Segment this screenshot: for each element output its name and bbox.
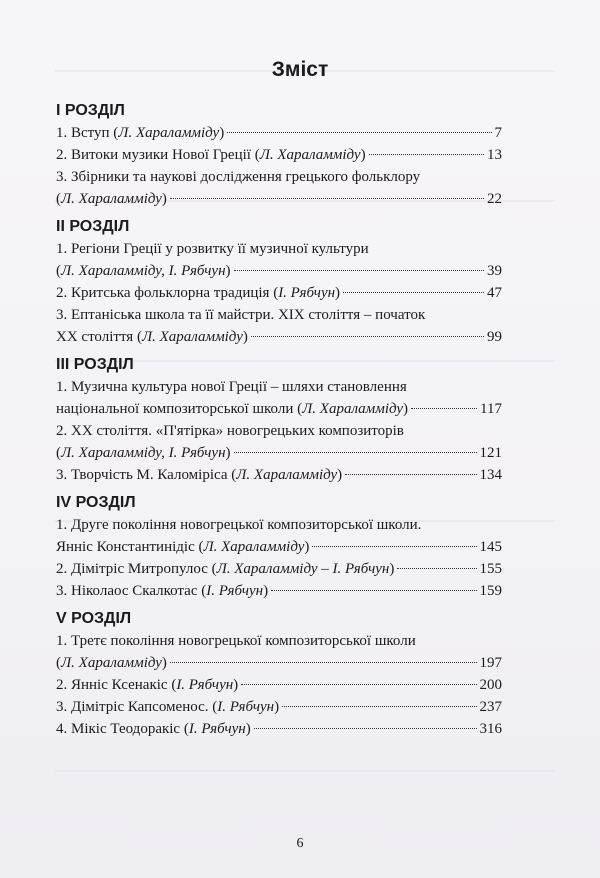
entry-tail: ) — [233, 677, 239, 693]
toc-entry-text — [56, 304, 425, 326]
toc-section — [56, 492, 502, 602]
toc-entry-line — [56, 674, 502, 696]
toc-entry-line — [56, 398, 502, 420]
entry-author: Л. Хараламміду — [236, 467, 338, 483]
entry-author: Л. Хараламміду — [259, 147, 361, 163]
entry-tail: ) — [337, 467, 343, 483]
entry-title: 3. Дімітріс Капсоменос. ( — [56, 699, 218, 715]
entry-page-number: 13 — [487, 147, 502, 163]
toc-entry-line — [56, 188, 502, 210]
toc-entry-text — [56, 652, 167, 674]
section-heading: ІІ РОЗДІЛ — [56, 218, 130, 235]
section-heading: ІV РОЗДІЛ — [56, 494, 136, 511]
entry-page-number: 117 — [480, 401, 502, 417]
section-heading: І РОЗДІЛ — [56, 102, 125, 119]
entry-author: І. Рябчун — [188, 721, 246, 737]
toc-entry-line — [56, 536, 502, 558]
entry-tail: ) — [242, 329, 248, 345]
toc-entry-text — [56, 326, 248, 348]
dot-leader — [343, 292, 484, 293]
dot-leader — [251, 336, 484, 337]
toc-entry-text — [56, 464, 342, 486]
toc-entry-line — [56, 144, 502, 166]
toc-section — [56, 216, 502, 348]
entry-page-number: 200 — [479, 677, 502, 693]
bleed-through-text — [55, 770, 555, 772]
entry-title: ( — [56, 263, 61, 279]
entry-author: Л. Хараламміду — [118, 125, 220, 141]
dot-leader — [234, 270, 484, 271]
entry-page-number: 145 — [479, 539, 502, 555]
entry-tail: ) — [161, 655, 167, 671]
entry-author: Л. Хараламміду — [61, 191, 162, 207]
toc-entry-line — [56, 514, 502, 536]
toc-entry-line — [56, 304, 502, 326]
toc-entry-line — [56, 652, 502, 674]
entry-title: 3. Творчість М. Каломіріса ( — [56, 467, 237, 483]
entry-author: І. Рябчун — [206, 583, 264, 599]
toc-entry-line — [56, 696, 502, 718]
toc-entry-text — [56, 420, 404, 442]
entry-author: Л. Хараламміду — [141, 329, 243, 345]
section-heading: V РОЗДІЛ — [56, 610, 132, 627]
entry-page-number: 159 — [479, 583, 502, 599]
entry-title: 1. Регіони Греції у розвитку її музичної культури — [56, 241, 369, 257]
toc-entry-text — [56, 260, 231, 282]
entry-tail: ) — [335, 285, 341, 301]
dot-leader — [397, 568, 476, 569]
entry-title: Янніс Константинідіс ( — [56, 539, 204, 555]
dot-leader — [241, 684, 476, 685]
entry-tail: ) — [274, 699, 280, 715]
entry-title: ХХ століття ( — [56, 329, 142, 345]
dot-leader — [345, 474, 476, 475]
entry-page-number: 237 — [479, 699, 502, 715]
entry-tail: ) — [161, 191, 167, 207]
entry-page-number: 134 — [479, 467, 502, 483]
entry-title: 4. Мікіс Теодоракіс ( — [56, 721, 189, 737]
entry-tail: ) — [225, 263, 231, 279]
entry-author: І. Рябчун — [278, 285, 336, 301]
toc-section — [56, 100, 502, 210]
entry-author: Л. Хараламміду — [203, 539, 305, 555]
entry-page-number: 197 — [479, 655, 502, 671]
entry-tail: ) — [263, 583, 269, 599]
entry-tail: ) — [389, 561, 395, 577]
entry-tail: ) — [219, 125, 225, 141]
entry-title: 2. Янніс Ксенакіс ( — [56, 677, 177, 693]
dot-leader — [170, 662, 477, 663]
entry-title: 1. Третє покоління новогрецької композиторської школи — [56, 633, 416, 649]
dot-leader — [227, 132, 491, 133]
entry-author: Л. Хараламміду – І. Рябчун — [216, 561, 390, 577]
toc-entry-text — [56, 188, 167, 210]
toc-entry-text — [56, 630, 416, 652]
entry-title: 1. Вступ ( — [56, 125, 119, 141]
page-number: 6 — [296, 836, 304, 851]
toc-entry-line — [56, 580, 502, 602]
entry-title: 3. Ніколаос Скалкотас ( — [56, 583, 207, 599]
entry-author: Л. Хараламміду, І. Рябчун — [61, 263, 226, 279]
toc-section — [56, 354, 502, 486]
toc-entry-line — [56, 442, 502, 464]
entry-tail: ) — [360, 147, 366, 163]
toc-entry-text — [56, 580, 268, 602]
toc-entry-text — [56, 442, 231, 464]
entry-tail: ) — [225, 445, 231, 461]
toc-entry-line — [56, 260, 502, 282]
entry-tail: ) — [245, 721, 251, 737]
toc-entry-line — [56, 558, 502, 580]
entry-page-number: 47 — [487, 285, 502, 301]
entry-tail: ) — [403, 401, 409, 417]
toc-entry-line — [56, 282, 502, 304]
entry-author: Л. Хараламміду — [61, 655, 162, 671]
toc-entry-text — [56, 282, 340, 304]
toc-entry-text — [56, 238, 369, 260]
table-of-contents — [56, 94, 502, 744]
toc-entry-line — [56, 420, 502, 442]
entry-title: 1. Друге покоління новогрецької композиторської школи. — [56, 517, 422, 533]
entry-author: І. Рябчун — [217, 699, 275, 715]
entry-page-number: 39 — [487, 263, 502, 279]
dot-leader — [170, 198, 484, 199]
dot-leader — [411, 408, 477, 409]
entry-page-number: 121 — [479, 445, 502, 461]
entry-title: національної композиторської школи ( — [56, 401, 303, 417]
toc-entry-line — [56, 718, 502, 740]
toc-entry-text — [56, 398, 408, 420]
entry-author: Л. Хараламміду — [302, 401, 404, 417]
toc-entry-text — [56, 696, 279, 718]
entry-author: Л. Хараламміду, І. Рябчун — [61, 445, 226, 461]
dot-leader — [234, 452, 477, 453]
toc-entry-text — [56, 674, 238, 696]
toc-entry-line — [56, 464, 502, 486]
toc-entry-text — [56, 122, 224, 144]
entry-title: 2. Витоки музики Нової Греції ( — [56, 147, 260, 163]
dot-leader — [312, 546, 476, 547]
entry-title: ( — [56, 445, 61, 461]
section-heading: ІІІ РОЗДІЛ — [56, 356, 134, 373]
dot-leader — [282, 706, 476, 707]
dot-leader — [254, 728, 477, 729]
toc-entry-text — [56, 536, 309, 558]
entry-title: ( — [56, 655, 61, 671]
toc-entry-text — [56, 558, 394, 580]
dot-leader — [369, 154, 484, 155]
entry-title: 1. Музична культура нової Греції – шляхи становлення — [56, 379, 407, 395]
entry-title: 3. Ептанісьҝа школа та її майстри. ХІХ століття – початок — [56, 307, 426, 323]
toc-entry-text — [56, 376, 407, 398]
toc-entry-line — [56, 376, 502, 398]
toc-entry-text — [56, 514, 421, 536]
entry-page-number: 22 — [487, 191, 502, 207]
entry-tail: ) — [304, 539, 310, 555]
toc-entry-line — [56, 326, 502, 348]
toc-section — [56, 608, 502, 740]
entry-page-number: 316 — [479, 721, 502, 737]
entry-page-number: 155 — [479, 561, 502, 577]
entry-page-number: 7 — [494, 125, 502, 141]
entry-title: 3. Збірники та наукові дослідження грецького фольклору — [56, 169, 421, 185]
dot-leader — [271, 590, 476, 591]
entry-page-number: 99 — [487, 329, 502, 345]
toc-entry-line — [56, 238, 502, 260]
toc-entry-text — [56, 718, 251, 740]
toc-entry-text — [56, 144, 366, 166]
entry-author: І. Рябчун — [176, 677, 234, 693]
entry-title: ( — [56, 191, 61, 207]
toc-entry-line — [56, 630, 502, 652]
toc-entry-text — [56, 166, 420, 188]
toc-entry-line — [56, 122, 502, 144]
entry-title: 2. ХХ століття. «П'ятірка» новогрецьких композиторів — [56, 423, 404, 439]
entry-title: 2. Критська фольклорна традиція ( — [56, 285, 279, 301]
toc-entry-line — [56, 166, 502, 188]
entry-title: 2. Дімітріс Митропулос ( — [56, 561, 217, 577]
page-title: Зміст — [271, 58, 329, 81]
